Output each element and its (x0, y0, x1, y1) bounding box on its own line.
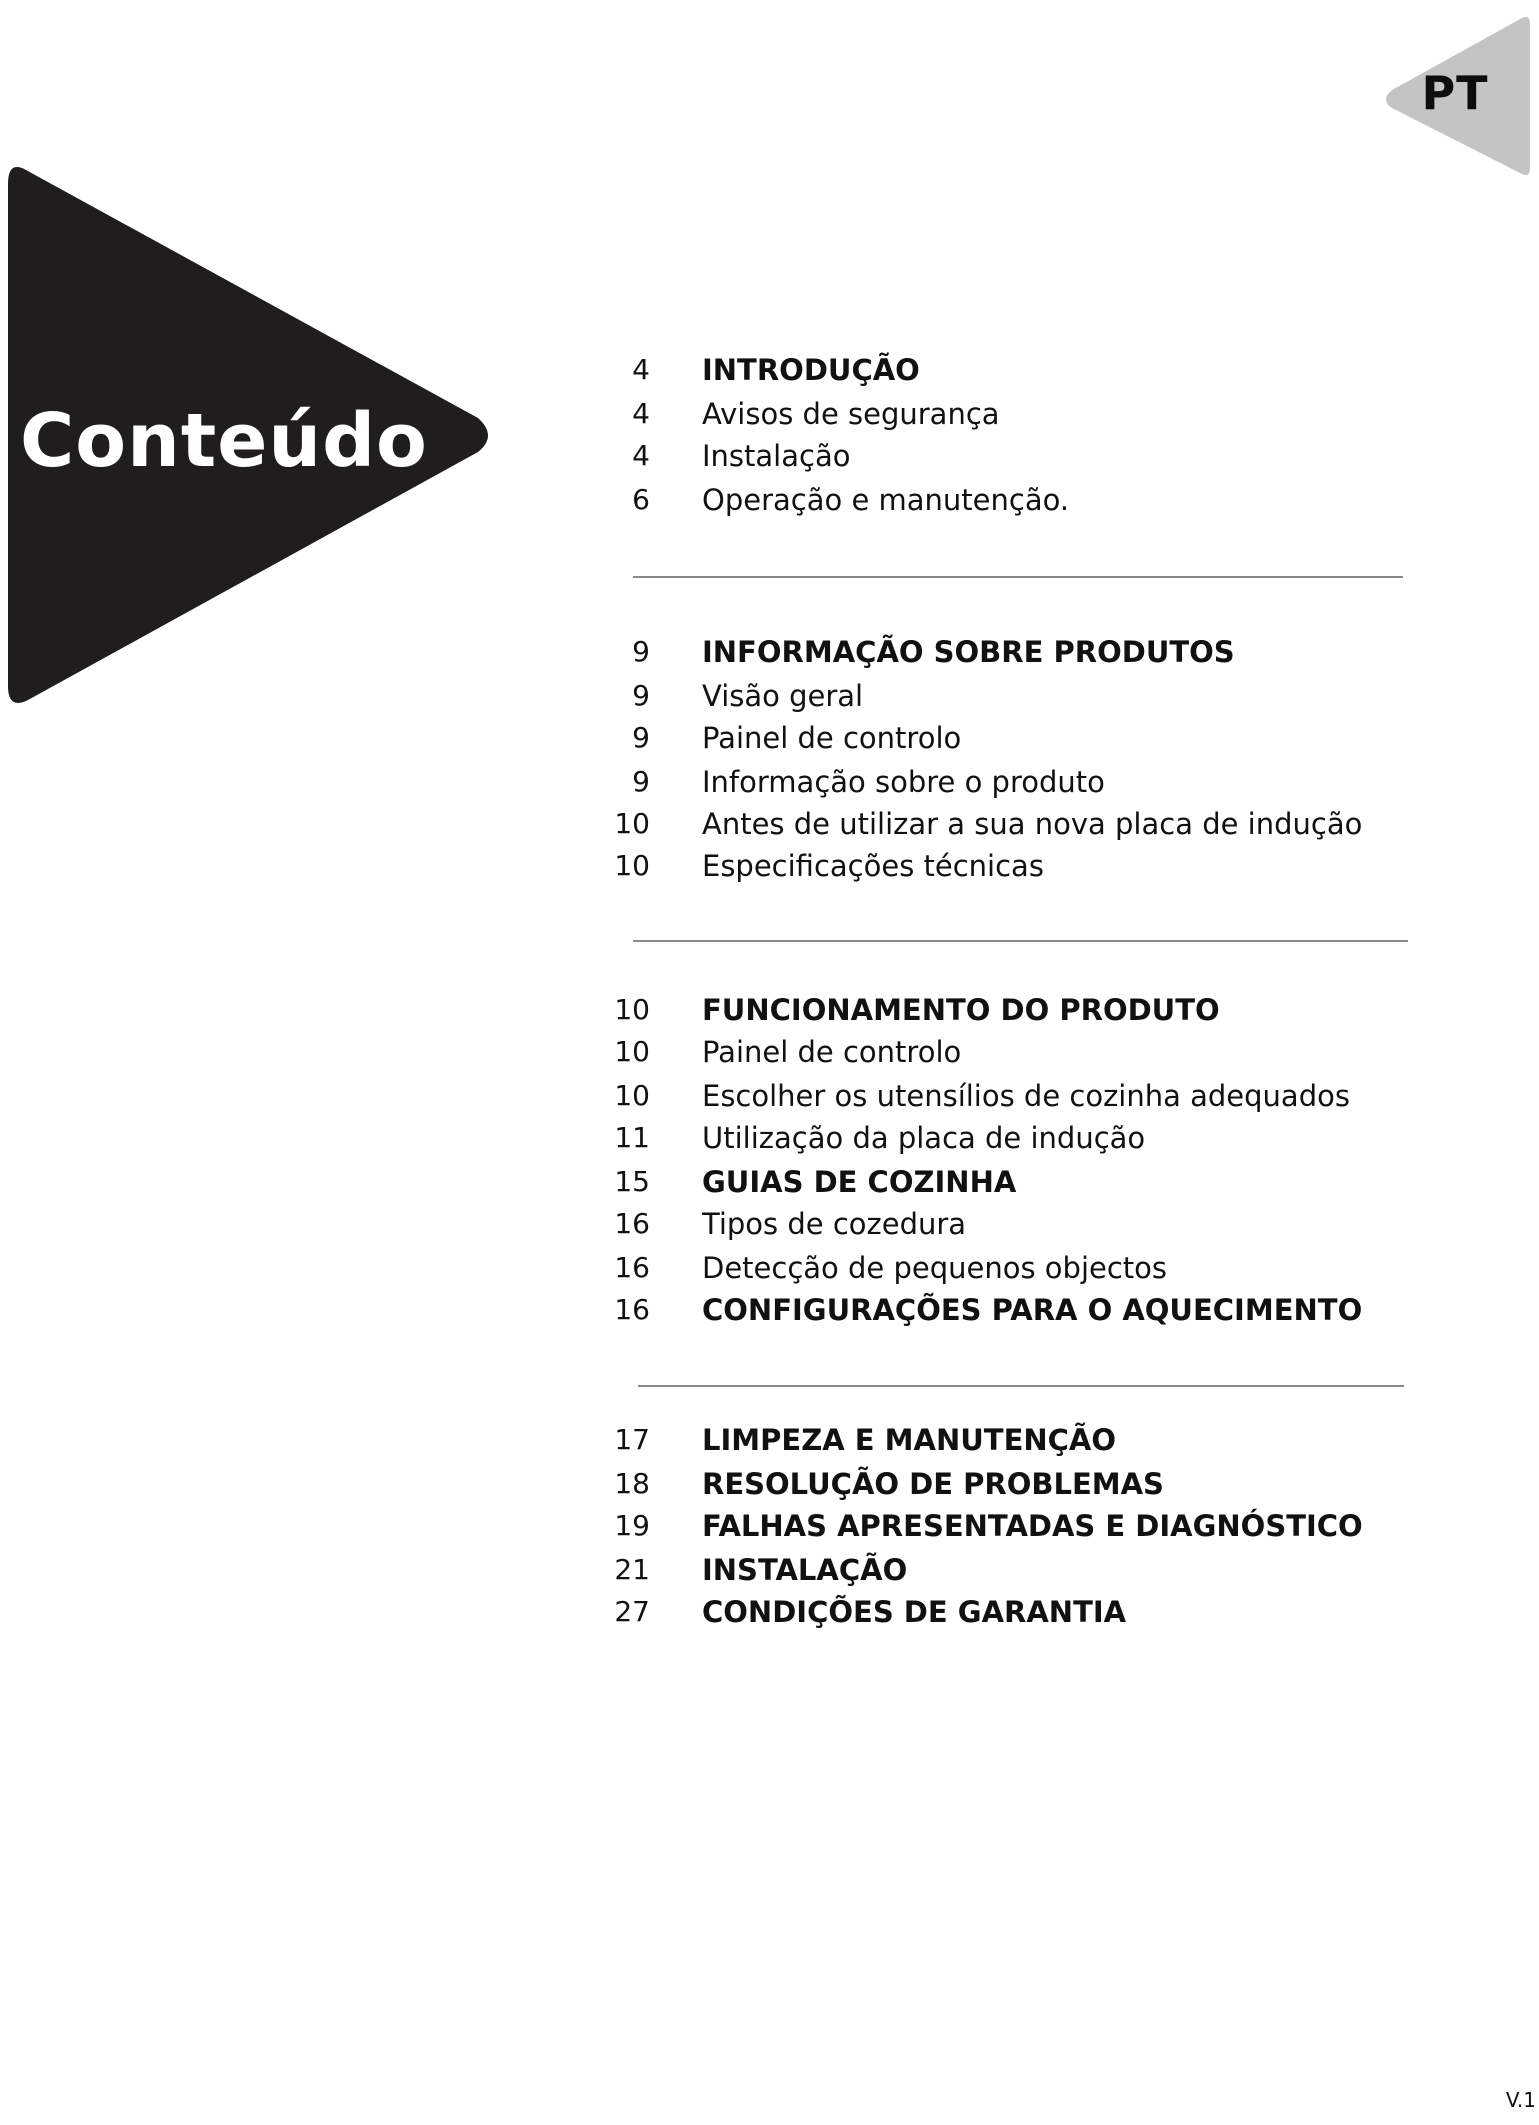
toc-entry-label: Painel de controlo (702, 721, 962, 755)
section-divider (633, 940, 1408, 942)
toc-entry-label: LIMPEZA E MANUTENÇÃO (702, 1423, 1117, 1457)
toc-entry-label: RESOLUÇÃO DE PROBLEMAS (702, 1467, 1164, 1501)
toc-entry-label: Instalação (702, 439, 851, 473)
toc-entry[interactable] (600, 1118, 1420, 1158)
toc-page-number: 9 (632, 679, 650, 712)
toc-entry-label: Antes de utilizar a sua nova placa de indução (702, 807, 1363, 841)
section-divider (633, 576, 1403, 578)
language-code: PT (1421, 66, 1489, 120)
toc-page-number: 15 (614, 1165, 650, 1198)
toc-entry[interactable] (600, 1076, 1420, 1116)
toc-entry-label: Utilização da placa de indução (702, 1121, 1146, 1155)
toc-page-number: 16 (614, 1251, 650, 1284)
toc-entry[interactable] (600, 350, 1420, 390)
section-divider (638, 1385, 1404, 1387)
toc-entry-label: FALHAS APRESENTADAS E DIAGNÓSTICO (702, 1509, 1363, 1543)
toc-entry[interactable] (600, 1464, 1420, 1504)
toc-entry[interactable] (600, 480, 1420, 520)
toc-page-number: 10 (614, 807, 650, 840)
toc-entry[interactable] (600, 1162, 1420, 1202)
toc-page-number: 21 (614, 1553, 650, 1586)
toc-entry[interactable] (600, 1420, 1420, 1460)
toc-entry-label: GUIAS DE COZINHA (702, 1165, 1017, 1199)
toc-entry[interactable] (600, 1592, 1420, 1632)
toc-entry-label: Especificações técnicas (702, 849, 1044, 883)
toc-entry[interactable] (600, 1290, 1420, 1330)
toc-entry-label: CONDIÇÕES DE GARANTIA (702, 1595, 1127, 1629)
toc-entry[interactable] (600, 1550, 1420, 1590)
toc-entry-label: Painel de controlo (702, 1035, 962, 1069)
toc-page-number: 6 (632, 483, 650, 516)
toc-page-number: 19 (614, 1509, 650, 1542)
toc-page-number: 17 (614, 1423, 650, 1456)
toc-page-number: 9 (632, 721, 650, 754)
toc-entry[interactable] (600, 990, 1420, 1030)
toc-entry-label: FUNCIONAMENTO DO PRODUTO (702, 993, 1220, 1027)
toc-page-number: 9 (632, 765, 650, 798)
toc-entry[interactable] (600, 632, 1420, 672)
toc-page-number: 4 (632, 353, 650, 386)
toc-entry[interactable] (600, 1506, 1420, 1546)
toc-page-number: 11 (614, 1121, 650, 1154)
toc-entry-label: INTRODUÇÃO (702, 353, 920, 387)
toc-entry-label: Avisos de segurança (702, 397, 1000, 431)
toc-page-number: 16 (614, 1207, 650, 1240)
toc-entry-label: Visão geral (702, 679, 864, 713)
toc-entry[interactable] (600, 718, 1420, 758)
toc-page-number: 10 (614, 1035, 650, 1068)
toc-entry[interactable] (600, 804, 1420, 844)
toc-entry-label: INFORMAÇÃO SOBRE PRODUTOS (702, 635, 1235, 669)
toc-page-number: 4 (632, 397, 650, 430)
toc-entry[interactable] (600, 394, 1420, 434)
toc-entry[interactable] (600, 762, 1420, 802)
toc-page-number: 4 (632, 439, 650, 472)
toc-page-number: 10 (614, 849, 650, 882)
page-title: Conteúdo (20, 398, 428, 484)
toc-entry[interactable] (600, 436, 1420, 476)
toc-entry-label: Operação e manutenção. (702, 483, 1070, 517)
toc-page-number: 10 (614, 1079, 650, 1112)
toc-page-number: 9 (632, 635, 650, 668)
toc-entry-label: Informação sobre o produto (702, 765, 1105, 799)
toc-entry-label: Tipos de cozedura (702, 1207, 967, 1241)
toc-entry[interactable] (600, 1248, 1420, 1288)
toc-entry[interactable] (600, 846, 1420, 886)
toc-page-number: 27 (614, 1595, 650, 1628)
toc-page-number: 10 (614, 993, 650, 1026)
toc-entry-label: CONFIGURAÇÕES PARA O AQUECIMENTO (702, 1293, 1363, 1327)
toc-entry-label: Detecção de pequenos objectos (702, 1251, 1168, 1285)
toc-entry[interactable] (600, 1204, 1420, 1244)
toc-entry[interactable] (600, 1032, 1420, 1072)
toc-page-number: 16 (614, 1293, 650, 1326)
toc-entry-label: Escolher os utensílios de cozinha adequados (702, 1079, 1350, 1113)
toc-page-number: 18 (614, 1467, 650, 1500)
version-label: V.1 (1505, 2088, 1536, 2112)
toc-entry-label: INSTALAÇÃO (702, 1553, 908, 1587)
toc-entry[interactable] (600, 676, 1420, 716)
